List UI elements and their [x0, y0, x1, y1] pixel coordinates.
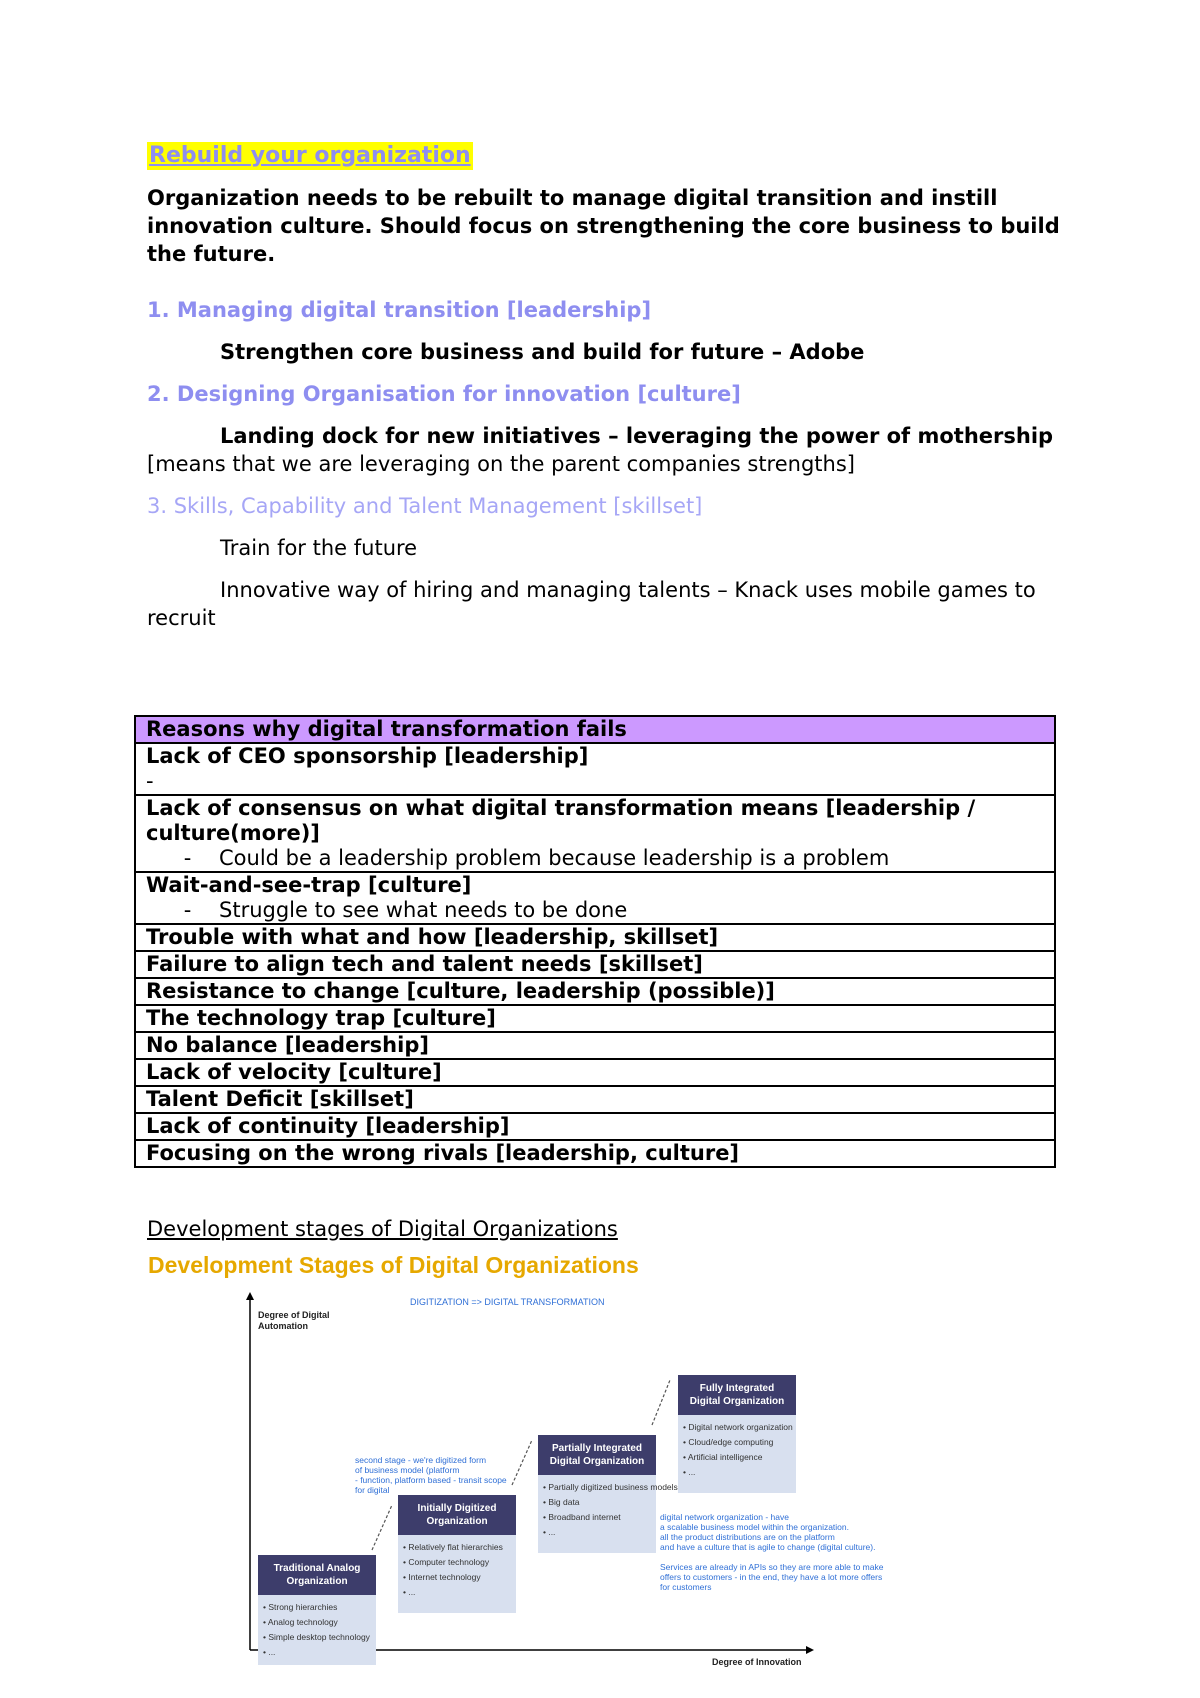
section-1-line: Strengthen core business and build for future – Adobe [220, 340, 865, 364]
section-2-line [147, 422, 1067, 478]
development-stages-figure [140, 1250, 1020, 1670]
stage-item: • Computer technology [403, 1557, 490, 1567]
table-cell [135, 1086, 1055, 1113]
table-row [135, 1113, 1055, 1140]
page-title: Rebuild your organization [149, 143, 471, 168]
stage-item: • ... [683, 1467, 696, 1477]
y-axis-label-line-1: Degree of Digital [258, 1310, 330, 1320]
reason-title: Wait-and-see-trap [culture] [146, 873, 472, 897]
table-cell [135, 1113, 1055, 1140]
step-arrow-3 [652, 1380, 670, 1425]
reason-title: Lack of consensus on what digital transformation means [leadership / culture(more)] [146, 796, 976, 845]
document-body [147, 142, 1067, 632]
table-header-cell: Reasons why digital transformation fails [135, 716, 1055, 743]
note-line: a scalable business model within the organization. [660, 1522, 850, 1532]
right-note [660, 1512, 884, 1592]
reasons-table [134, 715, 1056, 1168]
table-row [135, 743, 1055, 795]
reason-title: The technology trap [culture] [146, 1006, 496, 1030]
reason-dash: - [146, 769, 154, 793]
reason-title: Trouble with what and how [leadership, skillset] [146, 925, 719, 949]
x-axis-label: Degree of Innovation [712, 1657, 802, 1667]
stage-item: • Relatively flat hierarchies [403, 1542, 503, 1552]
table-row [135, 1032, 1055, 1059]
stage-box [538, 1435, 678, 1553]
stage-title-line: Organization [426, 1516, 488, 1527]
table-row [135, 1005, 1055, 1032]
note-line: offers to customers - in the end, they have a lot more offers [660, 1572, 883, 1582]
stage-header [538, 1435, 656, 1475]
stage-title-line: Partially Integrated [551, 1443, 643, 1454]
note-line: and have a culture that is agile to change (digital culture). [660, 1542, 876, 1552]
table-cell [135, 743, 1055, 795]
left-note [355, 1455, 507, 1495]
table-row [135, 1059, 1055, 1086]
step-arrow-1 [372, 1505, 392, 1550]
stage-title-line: Fully Integrated [699, 1383, 775, 1394]
bullet-text: Could be a leadership problem because leadership is a problem [219, 846, 890, 870]
section-3-line-2: Innovative way of hiring and managing talents – Knack uses mobile games to recruit [147, 578, 1036, 630]
reason-title: Resistance to change [culture, leadership (possible)] [146, 979, 775, 1003]
reason-title: Lack of CEO sponsorship [leadership] [146, 744, 589, 768]
table-cell [135, 1005, 1055, 1032]
reason-title: Failure to align tech and talent needs [skillset] [146, 952, 703, 976]
table-cell [135, 1032, 1055, 1059]
table-row [135, 795, 1055, 872]
note-line: second stage - we're digitized form [355, 1455, 487, 1465]
section-2-normal-text: [means that we are leveraging on the parent companies strengths] [147, 452, 855, 476]
table-cell [135, 951, 1055, 978]
intro-paragraph: Organization needs to be rebuilt to manage digital transition and instill innovation culture. Should focus on strengthening the core business to build the future. [147, 186, 1060, 266]
stage-item: • Broadband internet [543, 1512, 621, 1522]
figure-title: Development Stages of Digital Organizations [148, 1252, 639, 1278]
reason-title: Talent Deficit [skillset] [146, 1087, 414, 1111]
note-line: of business model (platform [355, 1465, 460, 1475]
stage-item: • ... [263, 1647, 276, 1657]
stage-box [678, 1375, 796, 1493]
bullet-text: Struggle to see what needs to be done [219, 898, 628, 922]
stage-item: • ... [403, 1587, 416, 1597]
table-cell [135, 978, 1055, 1005]
stage-header [398, 1495, 516, 1535]
note-line: all the product distributions are on the platform [660, 1532, 835, 1542]
stage-title-line: Initially Digitized [417, 1503, 497, 1514]
note-line: for digital [355, 1485, 390, 1495]
section-2-title: 2. Designing Organisation for innovation [culture] [147, 382, 741, 406]
x-axis-arrow [806, 1646, 814, 1654]
stage-item: • Big data [543, 1497, 580, 1507]
note-line: - function, platform based - transit scope [355, 1475, 507, 1485]
stage-item: • Simple desktop technology [263, 1632, 370, 1642]
stage-title-line: Digital Organization [689, 1396, 785, 1407]
stage-item: • ... [543, 1527, 556, 1537]
figure-top-note: DIGITIZATION => DIGITAL TRANSFORMATION [410, 1297, 605, 1307]
note-line: for customers [660, 1582, 712, 1592]
reason-title: No balance [leadership] [146, 1033, 429, 1057]
table-row [135, 872, 1055, 924]
stage-header [258, 1555, 376, 1595]
table-cell [135, 872, 1055, 924]
table-row [135, 924, 1055, 951]
table-cell [135, 795, 1055, 872]
table-cell [135, 1059, 1055, 1086]
stage-item: • Analog technology [263, 1617, 338, 1627]
table-cell [135, 924, 1055, 951]
step-arrow-2 [512, 1440, 532, 1485]
table-header-row [135, 716, 1055, 743]
stage-item: • Strong hierarchies [263, 1602, 338, 1612]
stage-title-line: Organization [286, 1576, 348, 1587]
note-line: digital network organization - have [660, 1512, 789, 1522]
reason-title: Lack of velocity [culture] [146, 1060, 442, 1084]
y-axis-label-line-2: Automation [258, 1321, 308, 1331]
stage-box [258, 1555, 376, 1665]
reason-title: Focusing on the wrong rivals [leadership, culture] [146, 1141, 740, 1165]
bullet-dash: - [183, 898, 192, 922]
stage-item: • Partially digitized business models [543, 1482, 678, 1492]
note-line: Services are already in APIs so they are more able to make [660, 1562, 884, 1572]
reason-bullet [146, 846, 1044, 871]
bullet-dash: - [183, 846, 192, 870]
stage-item: • Cloud/edge computing [683, 1437, 774, 1447]
stage-item: • Digital network organization [683, 1422, 793, 1432]
stage-box [398, 1495, 516, 1613]
table-cell [135, 1140, 1055, 1167]
table-row [135, 1086, 1055, 1113]
table-row [135, 1140, 1055, 1167]
section-3-title: 3. Skills, Capability and Talent Management [skillset] [147, 494, 703, 518]
stage-header [678, 1375, 796, 1415]
stage-item: • Artificial intelligence [683, 1452, 763, 1462]
reason-title: Lack of continuity [leadership] [146, 1114, 510, 1138]
table-row [135, 978, 1055, 1005]
section-1-title: 1. Managing digital transition [leadership] [147, 298, 652, 322]
section-3-line-1: Train for the future [220, 536, 418, 560]
section-2-bold-text: Landing dock for new initiatives – leveraging the power of mothership [220, 424, 1054, 448]
stage-item: • Internet technology [403, 1572, 481, 1582]
stage-title-line: Digital Organization [549, 1456, 645, 1467]
table-row [135, 951, 1055, 978]
y-axis-arrow [246, 1292, 254, 1300]
development-stages-heading: Development stages of Digital Organizations [147, 1217, 618, 1241]
reason-bullet [146, 898, 1044, 923]
stage-title-line: Traditional Analog [273, 1563, 361, 1574]
